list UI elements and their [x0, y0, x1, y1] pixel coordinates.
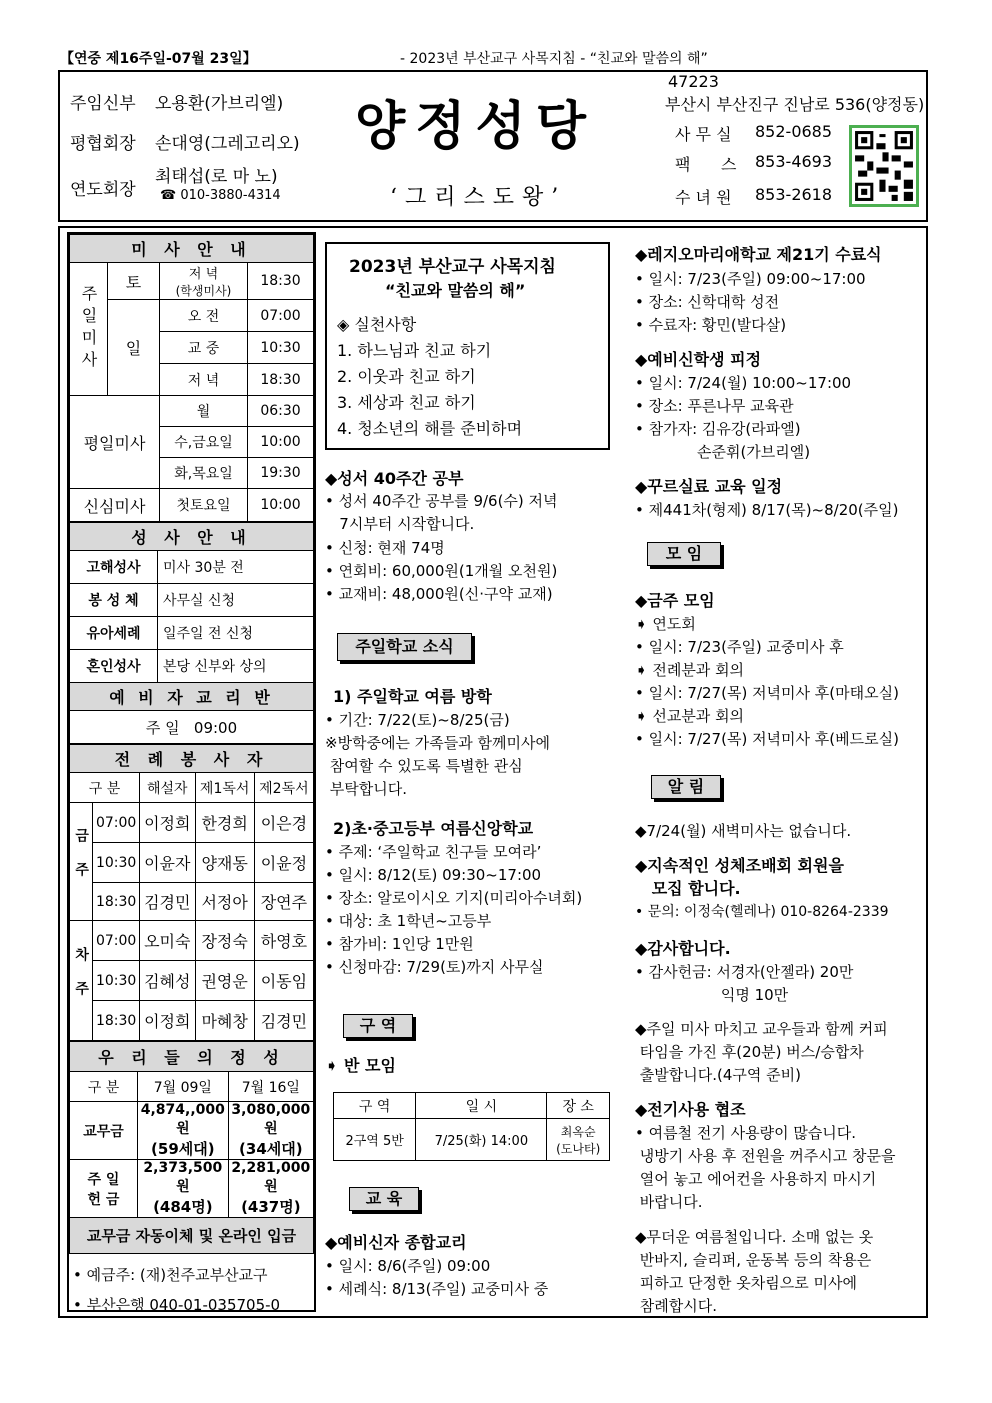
server-time: 10:30 — [93, 843, 140, 883]
phone-yeondo: ☎ 010-3880-4314 — [160, 188, 281, 203]
servers-header: 제1독서 — [195, 773, 254, 803]
notice-line: 출발합니다.(4구역 준비) — [635, 1066, 801, 1084]
week-label: 금주 — [70, 803, 93, 921]
notice-line: • 문의: 이정숙(헬레나) 010-8264-2339 — [635, 904, 889, 920]
sacrament-label: 혼인성사 — [70, 650, 158, 683]
server-name: 마혜창 — [195, 1001, 254, 1041]
server-name: 이윤정 — [254, 843, 313, 883]
sun-row-time: 10:30 — [248, 332, 314, 364]
practice-label: ◈ 실천사항 — [337, 315, 417, 334]
bank-account: • 부산은행 040-01-035705-0 — [73, 1296, 281, 1314]
seminary-line: • 참가자: 김유강(라파엘) — [635, 420, 801, 438]
legio-title: ◆레지오마리애학교 제21기 수료식 — [635, 245, 882, 264]
notice-line: 타임을 가진 후(20분) 버스/승합차 — [635, 1043, 864, 1061]
server-time: 18:30 — [93, 1001, 140, 1041]
offering-header: 7월 16일 — [228, 1072, 313, 1102]
server-name: 서정아 — [195, 883, 254, 921]
first-sat-label: 신심미사 — [70, 489, 160, 522]
server-time: 10:30 — [93, 961, 140, 1001]
server-name: 오미숙 — [140, 921, 196, 961]
notice-line: ◆주일 미사 마치고 교우들과 함께 커피 — [635, 1020, 888, 1038]
offering-label: 주 일 헌 금 — [70, 1160, 138, 1218]
server-name: 김경민 — [254, 1001, 313, 1041]
server-name: 장연주 — [254, 883, 313, 921]
server-name: 권영운 — [195, 961, 254, 1001]
meeting-line: ➧ 전례분과 회의 — [635, 661, 745, 679]
qr-code-icon[interactable] — [849, 125, 919, 207]
parish-title: 양정성당 — [355, 96, 596, 157]
left-column — [67, 232, 316, 1312]
education-line: • 일시: 8/6(주일) 09:00 — [325, 1257, 491, 1275]
guideline-title: 2023년 부산교구 사목지침 — [349, 257, 556, 277]
convent-label: 수 녀 원 — [675, 188, 732, 207]
weekday-mass-label: 평일미사 — [70, 396, 160, 489]
mass-title: 미 사 안 내 — [70, 235, 314, 263]
sacrament-value: 본당 신부와 상의 — [158, 650, 314, 683]
zip-code: 47223 — [668, 72, 719, 91]
legio-line: • 수료자: 황민(발다살) — [635, 316, 787, 334]
server-name: 이은경 — [254, 803, 313, 843]
first-sat-day: 첫토요일 — [160, 489, 248, 522]
bible-line: • 연회비: 60,000원(1개월 오천원) — [325, 562, 558, 580]
ss-line: ※방학중에는 가족들과 함께미사에 — [325, 734, 550, 752]
sun-row-label: 오 전 — [160, 300, 248, 332]
sun-label: 일 — [108, 300, 160, 396]
fax-number: 853-4693 — [755, 152, 833, 171]
meeting-line: • 일시: 7/27(목) 저녁미사 후(마태오실) — [635, 684, 899, 702]
bible-line: 7시부터 시작합니다. — [325, 515, 475, 533]
notice-line: 열어 놓고 에어컨을 사용하지 마시기 — [635, 1170, 877, 1188]
meeting-line: ➧ 선교분과 회의 — [635, 707, 745, 725]
parish-subtitle: ‘그리스도왕’ — [390, 185, 567, 210]
notice-line: • 감사헌금: 서경자(안젤라) 20만 — [635, 963, 854, 981]
guideline-banner: - 2023년 부산교구 사목지침 - “친교와 말씀의 해” — [400, 51, 708, 67]
sat-time-label: 저 녁 (학생미사) — [160, 263, 248, 300]
ss-line: • 주제: ‘주일학교 친구들 모여라’ — [325, 843, 542, 861]
cursillo-title: ◆꾸르실료 교육 일정 — [635, 477, 783, 496]
practice-item: 1. 하느님과 친교 하기 — [337, 341, 492, 360]
sacrament-label: 고해성사 — [70, 551, 158, 584]
sunday-mass-label: 주일미사 — [70, 263, 108, 396]
district-table — [333, 1092, 610, 1161]
servers-header: 제2독서 — [254, 773, 313, 803]
weekday-row-label: 월 — [160, 396, 248, 427]
practice-item: 3. 세상과 친교 하기 — [337, 393, 476, 412]
seminary-title: ◆예비신학생 피정 — [635, 350, 762, 369]
address: 부산시 부산진구 진남로 536(양정동) — [665, 95, 925, 114]
office-phone: 852-0685 — [755, 122, 833, 141]
cursillo-line: • 제441차(형제) 8/17(목)~8/20(주일) — [635, 501, 899, 519]
account-holder: • 예금주: (재)천주교부산교구 — [73, 1266, 268, 1284]
offering-table — [69, 1041, 314, 1254]
district-cell: 7/25(화) 14:00 — [416, 1119, 547, 1161]
bible-line: • 교재비: 48,000원(신·구약 교재) — [325, 585, 553, 603]
meeting-line: • 일시: 7/27(목) 저녁미사 후(베드로실) — [635, 730, 899, 748]
district-tag: 구 역 — [343, 1014, 413, 1038]
ss-line: • 신청마감: 7/29(토)까지 사무실 — [325, 958, 544, 976]
notice-line: • 여름철 전기 사용량이 많습니다. — [635, 1124, 857, 1142]
sun-row-label: 교 중 — [160, 332, 248, 364]
offering-header: 구 분 — [70, 1072, 138, 1102]
account-info — [69, 1254, 314, 1326]
bible-line: • 성서 40주간 공부를 9/6(수) 저녁 — [325, 492, 558, 510]
mass-table — [69, 234, 314, 522]
server-time: 07:00 — [93, 803, 140, 843]
district-header: 구 역 — [334, 1093, 416, 1119]
role-pastor: 주임신부 — [70, 94, 136, 114]
fax-label: 팩 스 — [675, 155, 737, 174]
sacrament-value: 사무실 신청 — [158, 584, 314, 617]
notice-line: 냉방기 사용 후 전원을 꺼주시고 창문을 — [635, 1147, 896, 1165]
sunday-school-tag: 주일학교 소식 — [337, 633, 472, 661]
sacrament-label: 봉 성 체 — [70, 584, 158, 617]
notice-title: 모집 합니다. — [635, 879, 741, 898]
sat-label: 토 — [108, 263, 160, 300]
catechism-time: 주 일 09:00 — [70, 711, 314, 744]
server-name: 이윤자 — [140, 843, 196, 883]
district-header: 일 시 — [416, 1093, 547, 1119]
notice-title: ◆지속적인 성체조배회 회원을 — [635, 856, 844, 875]
issue-label: 【연중 제16주일-07월 23일】 — [60, 51, 257, 67]
offering-header: 7월 09일 — [138, 1072, 229, 1102]
ss-line: • 기간: 7/22(토)~8/25(금) — [325, 711, 510, 729]
notice-line: 바랍니다. — [635, 1193, 703, 1211]
offering-label: 교무금 — [70, 1102, 138, 1160]
notice-line: 참례합시다. — [635, 1297, 717, 1315]
servers-title: 전 례 봉 사 자 — [70, 745, 314, 773]
ss-line: • 일시: 8/12(토) 09:30~17:00 — [325, 866, 542, 884]
offering-value: 3,080,000원 (34세대) — [228, 1102, 313, 1160]
server-name: 김혜성 — [140, 961, 196, 1001]
main-content — [58, 226, 928, 1318]
district-cell: 2구역 5반 — [334, 1119, 416, 1161]
weekday-row-time: 19:30 — [248, 458, 314, 489]
server-name: 양재동 — [195, 843, 254, 883]
offering-title: 우 리 들 의 정 성 — [70, 1042, 314, 1072]
servers-header: 구 분 — [70, 773, 140, 803]
meeting-tag: 모 임 — [647, 542, 721, 566]
education-tag: 교 육 — [349, 1187, 419, 1211]
weekday-row-label: 화,목요일 — [160, 458, 248, 489]
weekday-row-time: 06:30 — [248, 396, 314, 427]
sacrament-title: 성 사 안 내 — [70, 523, 314, 551]
transfer-title: 교무금 자동이체 및 온라인 입금 — [70, 1218, 314, 1254]
office-label: 사 무 실 — [675, 125, 732, 144]
ss-title-2: 2)초·중고등부 여름신앙학교 — [333, 819, 534, 838]
server-name: 하영호 — [254, 921, 313, 961]
education-title: ◆예비신자 종합교리 — [325, 1233, 467, 1252]
sun-row-label: 저 녁 — [160, 364, 248, 396]
week-label: 차주 — [70, 921, 93, 1041]
ss-line: • 대상: 초 1학년~고등부 — [325, 912, 492, 930]
sacrament-table — [69, 522, 314, 744]
server-name: 장정숙 — [195, 921, 254, 961]
seminary-line: 손준휘(가브리엘) — [635, 443, 811, 461]
education-line: • 세례식: 8/13(주일) 교중미사 중 — [325, 1280, 549, 1298]
convent-phone: 853-2618 — [755, 185, 833, 204]
notice-line: 익명 10만 — [635, 986, 789, 1004]
practice-item: 2. 이웃과 친교 하기 — [337, 367, 476, 386]
offering-value: 4,874,,000원 (59세대) — [138, 1102, 229, 1160]
district-header: 장 소 — [547, 1093, 610, 1119]
bible-line: • 신청: 현재 74명 — [325, 539, 445, 557]
servers-header: 해설자 — [140, 773, 196, 803]
meeting-line: • 일시: 7/23(주일) 교중미사 후 — [635, 638, 844, 656]
seminary-line: • 장소: 푸른나무 교육관 — [635, 397, 794, 415]
catechism-title: 예 비 자 교 리 반 — [70, 683, 314, 711]
server-time: 07:00 — [93, 921, 140, 961]
sun-row-time: 18:30 — [248, 364, 314, 396]
server-name: 이동임 — [254, 961, 313, 1001]
sun-row-time: 07:00 — [248, 300, 314, 332]
practice-item: 4. 청소년의 해를 준비하며 — [337, 419, 523, 438]
seminary-line: • 일시: 7/24(월) 10:00~17:00 — [635, 374, 852, 392]
ss-line: • 장소: 알로이시오 기지(미리아수녀회) — [325, 889, 583, 907]
server-name: 이정희 — [140, 1001, 196, 1041]
sacrament-value: 일주일 전 신청 — [158, 617, 314, 650]
server-time: 18:30 — [93, 883, 140, 921]
legio-line: • 일시: 7/23(주일) 09:00~17:00 — [635, 270, 866, 288]
notice-line: ◆무더운 여름철입니다. 소매 없는 옷 — [635, 1228, 874, 1246]
legio-line: • 장소: 신학대학 성전 — [635, 293, 780, 311]
sacrament-label: 유아세례 — [70, 617, 158, 650]
district-cell: 최옥순 (도나타) — [547, 1119, 610, 1161]
first-sat-time: 10:00 — [248, 489, 314, 522]
offering-value: 2,373,500원 (484명) — [138, 1160, 229, 1218]
server-name: 한경희 — [195, 803, 254, 843]
sacrament-value: 미사 30분 전 — [158, 551, 314, 584]
guideline-box — [325, 242, 610, 450]
ss-title-1: 1) 주일학교 여름 방학 — [333, 687, 492, 706]
guideline-subtitle: “친교와 말씀의 해” — [385, 281, 526, 300]
district-sub: ➧ 반 모임 — [325, 1056, 396, 1075]
role-council: 평협회장 — [70, 134, 136, 154]
notice-tag: 알 림 — [651, 775, 721, 799]
servers-table — [69, 744, 314, 1041]
meeting-line: ➧ 연도회 — [635, 615, 696, 633]
header — [58, 70, 928, 222]
ss-line: 부탁합니다. — [325, 780, 407, 798]
ss-line: • 참가비: 1인당 1만원 — [325, 935, 474, 953]
name-council: 손대영(그레고리오) — [155, 134, 300, 154]
notice-title: ◆감사합니다. — [635, 939, 731, 958]
ss-line: 참여할 수 있도록 특별한 관심 — [325, 757, 523, 775]
meeting-title: ◆금주 모임 — [635, 591, 715, 610]
notice-line: ◆7/24(월) 새벽미사는 없습니다. — [635, 822, 852, 840]
name-yeondo: 최태섭(로 마 노) — [155, 167, 278, 187]
offering-value: 2,281,000원 (437명) — [228, 1160, 313, 1218]
sat-time: 18:30 — [248, 263, 314, 300]
weekday-row-label: 수,금요일 — [160, 427, 248, 458]
notice-title: ◆전기사용 협조 — [635, 1100, 746, 1119]
notice-line: 반바지, 슬리퍼, 운동복 등의 착용은 — [635, 1251, 872, 1269]
weekday-row-time: 10:00 — [248, 427, 314, 458]
bible-title: ◆성서 40주간 공부 — [325, 469, 464, 488]
server-name: 이정희 — [140, 803, 196, 843]
notice-line: 피하고 단정한 옷차림으로 미사에 — [635, 1274, 857, 1292]
role-yeondo: 연도회장 — [70, 180, 136, 200]
name-pastor: 오용환(가브리엘) — [155, 94, 284, 114]
server-name: 김경민 — [140, 883, 196, 921]
